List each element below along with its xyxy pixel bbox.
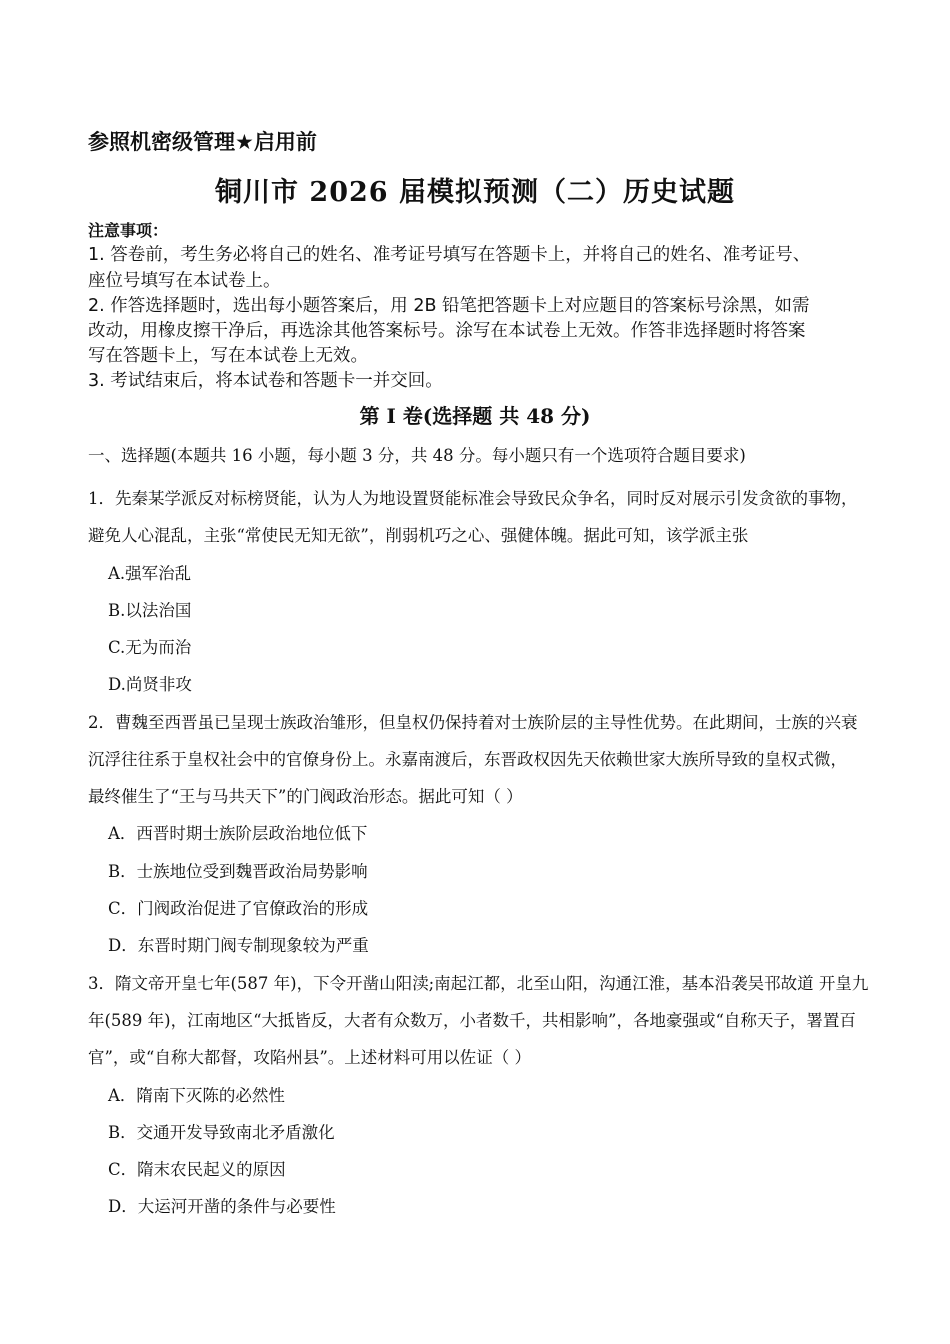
question-3-stem: 3．隋文帝开皇七年(587 年)，下令开凿山阳渎;南起江都，北至山阳，沟通江淮，基本沿袭吴邗故道 开皇九 — [88, 974, 869, 993]
question-2-stem: 沉浮往往系于皇权社会中的官僚身份上。永嘉南渡后，东晋政权因先天依赖世家大族所导致的皇权式微， — [88, 750, 847, 769]
notice-line: 改动，用橡皮擦干净后，再选涂其他答案标号。涂写在本试卷上无效。作答非选择题时将答案 — [88, 321, 806, 341]
notice-line: 2. 作答选择题时，选出每小题答案后，用 2B 铅笔把答题卡上对应题目的答案标号涂黑，如需 — [88, 296, 810, 316]
section-heading: 第 I 卷(选择题 共 48 分) — [359, 404, 591, 428]
classification-note: 参照机密级管理★启用前 — [88, 130, 317, 154]
question-2-option-d: D．东晋时期门阀专制现象较为严重 — [108, 936, 369, 955]
question-3-option-c: C．隋末农民起义的原因 — [108, 1160, 286, 1179]
notice-line: 3. 考试结束后，将本试卷和答题卡一并交回。 — [88, 371, 443, 391]
question-3-stem: 年(589 年)，江南地区“大抵皆反，大者有众数万，小者数千，共相影响”，各地豪强或“自称天子，署置百 — [88, 1011, 856, 1030]
notice-line: 写在答题卡上，写在本试卷上无效。 — [88, 346, 368, 366]
question-1-stem: 1．先秦某学派反对标榜贤能，认为人为地设置贤能标准会导致民众争名，同时反对展示引发贪欲的事物， — [88, 489, 858, 508]
question-3-option-a: A．隋南下灭陈的必然性 — [108, 1086, 285, 1105]
question-3-option-b: B．交通开发导致南北矛盾激化 — [108, 1123, 335, 1142]
question-3-option-d: D．大运河开凿的条件与必要性 — [108, 1197, 336, 1216]
question-1-stem: 避免人心混乱，主张“常使民无知无欲”，削弱机巧之心、强健体魄。据此可知，该学派主张 — [88, 526, 749, 545]
notice-heading: 注意事项： — [88, 221, 169, 240]
question-2-stem: 最终催生了“王与马共天下”的门阀政治形态。据此可知（ ） — [88, 787, 523, 806]
question-2-option-a: A．西晋时期士族阶层政治地位低下 — [108, 824, 368, 843]
question-2-stem: 2．曹魏至西晋虽已呈现士族政治雏形，但皇权仍保持着对士族阶层的主导性优势。在此期间，士族的兴衰 — [88, 713, 858, 732]
question-1-option-b: B.以法治国 — [108, 601, 192, 620]
question-1-option-a: A.强军治乱 — [108, 564, 192, 583]
question-2-option-b: B．士族地位受到魏晋政治局势影响 — [108, 862, 368, 881]
question-1-option-d: D.尚贤非攻 — [108, 675, 192, 694]
question-1-option-c: C.无为而治 — [108, 638, 192, 657]
question-2-option-c: C．门阀政治促进了官僚政治的形成 — [108, 899, 369, 918]
section-instruction: 一、选择题(本题共 16 小题，每小题 3 分，共 48 分。每小题只有一个选项符合题目要求) — [88, 446, 746, 465]
exam-title: 铜川市 2026 届模拟预测（二）历史试题 — [215, 177, 735, 208]
question-3-stem: 官”，或“自称大都督，攻陷州县”。上述材料可用以佐证（ ） — [88, 1048, 532, 1067]
notice-line: 座位号填写在本试卷上。 — [88, 271, 281, 291]
notice-line: 1. 答卷前，考生务必将自己的姓名、准考证号填写在答题卡上，并将自己的姓名、准考证号、 — [88, 245, 811, 265]
